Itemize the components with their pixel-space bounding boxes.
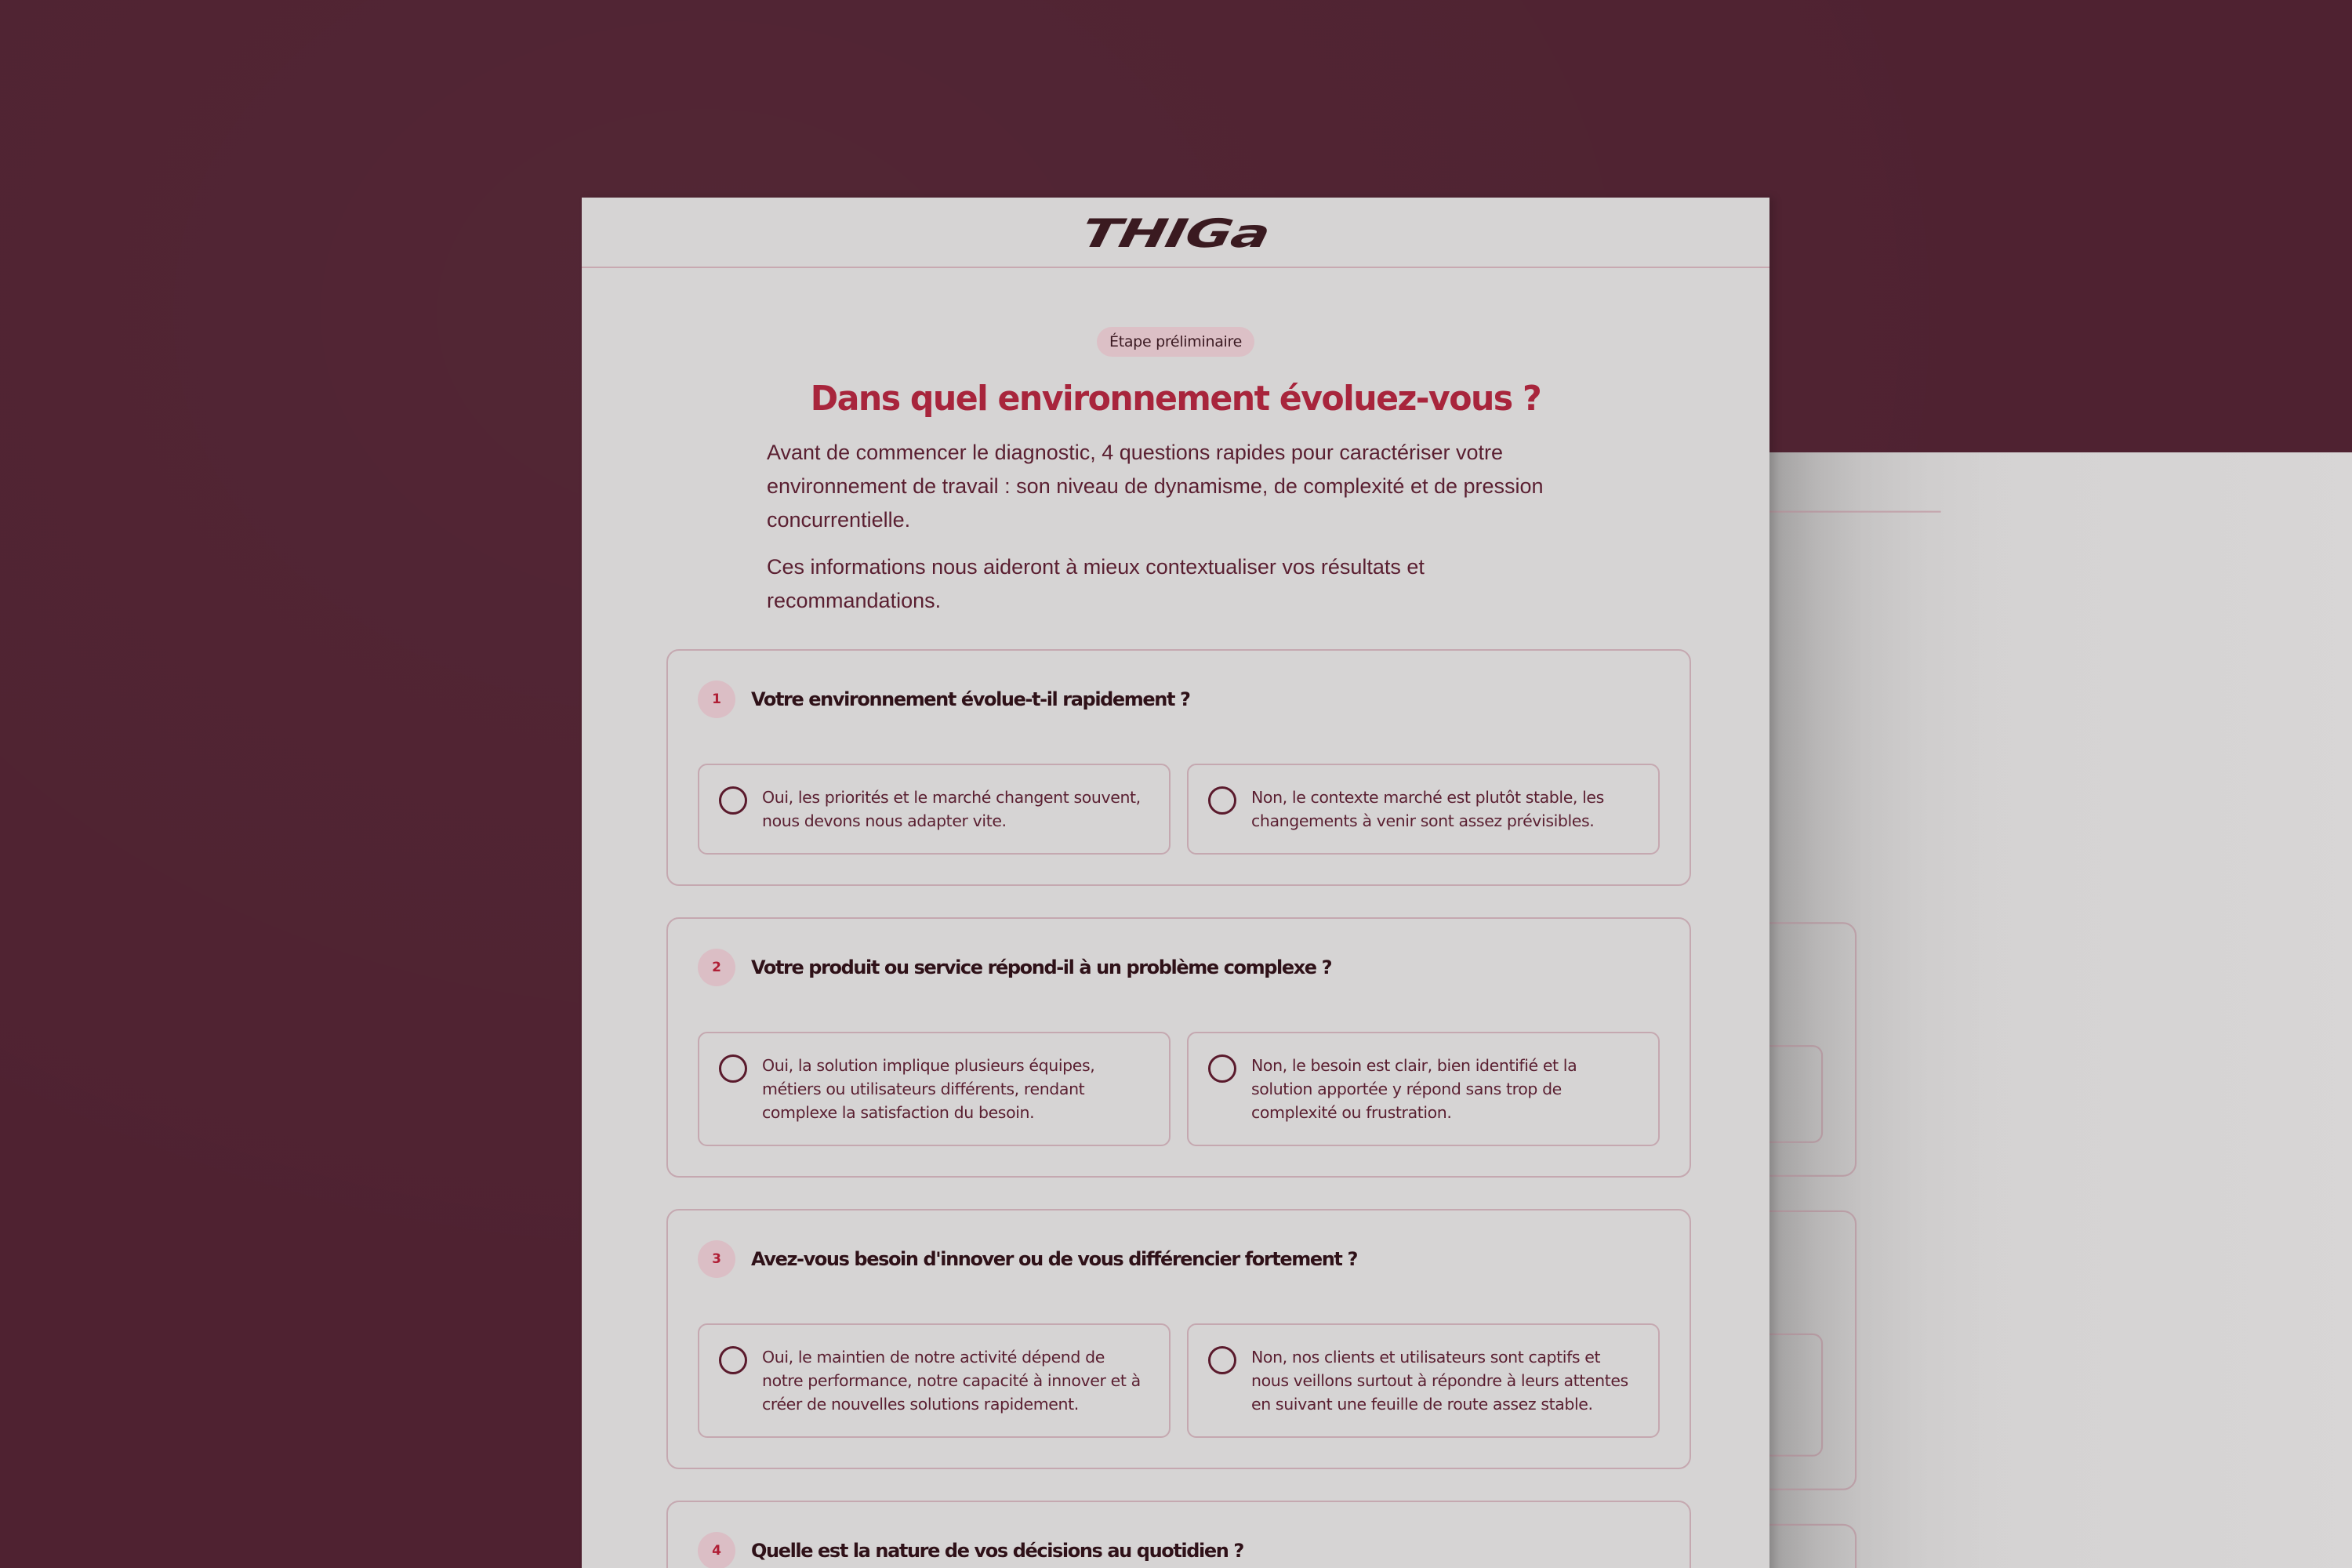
question-number-3: 3 bbox=[698, 1240, 735, 1278]
page-title bbox=[1769, 631, 1834, 674]
question-card-3 bbox=[666, 1209, 1691, 1469]
option-label: Oui, les priorités et le marché changent souvent, nous devons nous adapter vite. bbox=[762, 788, 1141, 830]
step-badge: Étape préliminaire bbox=[1097, 327, 1254, 357]
question-text-2: Votre produit ou service répond-il à un problème complexe ? bbox=[751, 956, 1332, 978]
question-text-1: Votre environnement évolue-t-il rapidement ? bbox=[751, 688, 1190, 710]
option-q2-no[interactable] bbox=[1769, 1334, 1823, 1457]
radio-icon[interactable] bbox=[719, 1346, 747, 1374]
radio-icon[interactable] bbox=[719, 1054, 747, 1083]
option-label: Non, le besoin est clair, bien identifié et la solution apportée y répond sans trop de complexité ou frustration. bbox=[1251, 1056, 1577, 1122]
question-card-4 bbox=[666, 1501, 1691, 1568]
option-label: Non, le contexte marché est plutôt stable, les changements à venir sont assez prévisibles. bbox=[1251, 788, 1604, 830]
option-label: Oui, la solution implique plusieurs équipes, métiers ou utilisateurs différents, rendant complexe la satisfaction du besoin. bbox=[762, 1056, 1095, 1122]
questions-list bbox=[666, 649, 1685, 1568]
option-q3-yes[interactable] bbox=[698, 1323, 1171, 1438]
thiga-logo: THIGa bbox=[1077, 211, 1274, 256]
question-number-1: 1 bbox=[698, 681, 735, 718]
intro-paragraph-1: Avant de commencer le diagnostic, 4 questions rapides pour caractériser votre environnement de travail : son niveau de dynamisme, de complexité et de pression concurrentielle. bbox=[767, 441, 1544, 532]
radio-icon[interactable] bbox=[1208, 1054, 1236, 1083]
page-header bbox=[1769, 452, 1941, 513]
intro-text bbox=[767, 436, 1551, 618]
question-text-3: Avez-vous besoin d'innover ou de vous différencier fortement ? bbox=[751, 1248, 1357, 1270]
page-header bbox=[582, 198, 1769, 268]
option-label: Oui, le maintien de notre activité dépend de notre performance, notre capacité à innover et à créer de nouvelles solutions rapidement. bbox=[762, 1348, 1141, 1414]
question-number-2: 2 bbox=[698, 949, 735, 986]
page-title: Dans quel environnement évoluez-vous ? bbox=[810, 379, 1541, 419]
question-card-2 bbox=[1769, 1210, 1857, 1490]
intro-paragraph-2: Ces informations nous aideront à mieux contextualiser vos résultats et recommandations. bbox=[767, 555, 1425, 612]
option-label: Non, nos clients et utilisateurs sont captifs et nous veillons surtout à répondre à leurs attentes en suivant une feuille de route assez stable. bbox=[1251, 1348, 1628, 1414]
option-q1-no[interactable] bbox=[1187, 764, 1660, 855]
question-card-3 bbox=[1769, 1524, 1857, 1568]
question-number-4: 4 bbox=[698, 1532, 735, 1568]
radio-icon[interactable] bbox=[1208, 786, 1236, 815]
option-q2-no[interactable] bbox=[1187, 1032, 1660, 1146]
question-text-4: Quelle est la nature de vos décisions au quotidien ? bbox=[751, 1540, 1243, 1562]
front-page-mockup bbox=[582, 198, 1769, 1568]
option-q1-yes[interactable] bbox=[698, 764, 1171, 855]
question-card-2 bbox=[666, 917, 1691, 1178]
option-q2-yes[interactable] bbox=[698, 1032, 1171, 1146]
option-q3-no[interactable] bbox=[1187, 1323, 1660, 1438]
radio-icon[interactable] bbox=[1208, 1346, 1236, 1374]
question-card-1 bbox=[666, 649, 1691, 886]
questions-list bbox=[1769, 922, 1850, 1568]
back-page-mockup bbox=[1769, 452, 2352, 1568]
option-q1-no[interactable] bbox=[1769, 1045, 1823, 1143]
question-card-1 bbox=[1769, 922, 1857, 1177]
radio-icon[interactable] bbox=[719, 786, 747, 815]
